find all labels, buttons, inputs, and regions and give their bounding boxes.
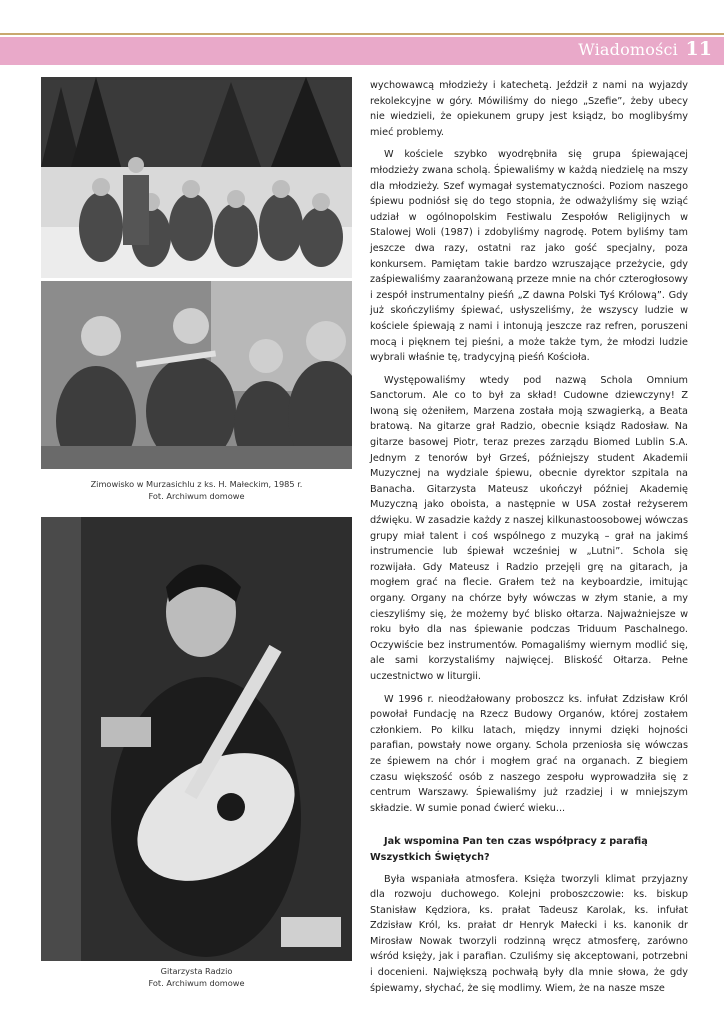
- article-body: [370, 78, 688, 1003]
- interview-question: Jak wspomina Pan ten czas współpracy z parafią Wszystkich Świętych?: [370, 836, 648, 863]
- caption-winter-camp: [40, 478, 353, 502]
- paragraph: Była wspaniała atmosfera. Księża tworzyli klimat przyjazny dla rozwoju duchowego. Kolejni proboszczowie: ks. biskup Stanisław Kędziora, ks. prałat Tadeusz Karolak, ks. infułat Zdzisław Król, ks. prałat dr Henryk Małecki i ks. kanonik dr Mirosław Nowak tworzyli rodzinną wręcz atmosferę, zarówno wśród księży, jak i parafian. Czuliśmy się akceptowani, potrzebni i docenieni. Największą pochwałą były dla mnie słowa, że gdy śpiewamy, słychać, że się modlimy. Wiem, że na nasze msze: [370, 873, 688, 994]
- page-number: 11: [685, 38, 712, 60]
- caption-credit: Fot. Archiwum domowe: [148, 978, 245, 988]
- photo-winter-group: [41, 77, 352, 278]
- winter-group-image: [41, 77, 352, 278]
- top-rule: [0, 33, 724, 35]
- guitarist-image: [41, 517, 352, 961]
- paragraph: W 1996 r. nieodżałowany proboszcz ks. infułat Zdzisław Król powołał Fundację na Rzecz Budowy Organów, której zostałem członkiem. Po kilku latach, między innymi dzięki hojności parafian, powstały nowe organy. Schola przeniosła się wówczas ze śpiewem na chór i mogłem grać na organach. Z biegiem czasu większość osób z naszego zespołu wyprowadziła się z centrum Warszawy. Śpiewaliśmy już rzadziej i w mniejszym składzie. W sumie ponad ćwierć wieku...: [370, 693, 688, 814]
- paragraph: wychowawcą młodzieży i katechetą. Jeździł z nami na wyjazdy rekolekcyjne w góry. Mówiliśmy do niego „Szefie”, żeby ubecy nie wiedzieli, że opiekunem grupy jest ksiądz, bo moglibyśmy mieć problemy.: [370, 80, 688, 138]
- indoor-group-image: [41, 281, 352, 469]
- photo-guitarist: [41, 517, 352, 961]
- section-title: Wiadomości: [578, 40, 678, 59]
- caption-line: Zimowisko w Murzasichlu z ks. H. Małeckim, 1985 r.: [90, 479, 303, 489]
- photo-indoor-group: [41, 281, 352, 469]
- caption-credit: Fot. Archiwum domowe: [148, 491, 245, 501]
- paragraph: W kościele szybko wyodrębniła się grupa śpiewającej młodzieży zwana scholą. Śpiewaliśmy w każdą niedzielę na mszy dla młodzieży. Szef wymagał systematyczności. Poziom naszego śpiewu podniósł się do tego stopnia, że odważyliśmy się wziąć udział w ogólnopolskim Festiwalu Zespołów Religijnych w Stalowej Woli (1987) i zdobyliśmy nagrodę. Potem byliśmy tam jeszcze dwa razy, ostatni raz jako gość specjalny, poza konkursem. Pamiętam takie bardzo wzruszające przeżycie, gdy zaśpiewaliśmy zaaranżowaną przeze mnie na chór czterogłosowy i zespół instrumentalny pieśń „Z dawna Polski Tyś Królową”. Gdy już skończyliśmy śpiewać, usłyszeliśmy, że wszyscy ludzie w kościele śpiewają z nami i intonują jeszcze raz refren, poruszeni mocą i pięknem tej pieśni, a może także tym, że młodzi ludzie wybrali właśnie tę, tradycyjną pieśń Kościoła.: [370, 149, 688, 364]
- page-header: [0, 37, 724, 65]
- caption-line: Gitarzysta Radzio: [160, 966, 233, 976]
- caption-guitarist: [40, 965, 353, 989]
- paragraph: Występowaliśmy wtedy pod nazwą Schola Omnium Sanctorum. Ale co to był za skład! Cudowne dziewczyny! Z Iwoną się ożeniłem, Marzena została moją szwagierką, a Beata bratową. Na gitarze grał Radzio, obecnie ksiądz Radosław. Na gitarze basowej Piotr, teraz prezes zarządu Biomed Lublin S.A. Jednym z tenorów był Grześ, późniejszy student Akademii Muzycznej na wydziale śpiewu, obecnie dyrektor szpitala na Banacha. Gitarzysta Mateusz ukończył później Akademię Muzyczną jako oboista, a następnie w USA został reżyserem dźwięku. W zasadzie każdy z naszej kilkunastoosobowej wówczas grupy miał talent i coś wspólnego z muzyką – grał na jakimś instrumencie lub śpiewał wcześniej w „Lutni”. Schola się rozwijała. Gdy Mateusz i Radzio przejęli grę na gitarach, ja mogłem grać na flecie. Grałem też na keyboardzie, imitując organy. Organy na chórze były wówczas w złym stanie, a my cieszyliśmy się, że możemy być blisko ołtarza. Najważniejsze w roku było dla nas śpiewanie podczas Triduum Paschalnego. Oczywiście bez instrumentów. Pomagaliśmy wiernym modlić się, ale sami korzystaliśmy najwięcej. Bliskość Ołtarza. Pełne uczestnictwo w liturgii.: [370, 374, 688, 682]
